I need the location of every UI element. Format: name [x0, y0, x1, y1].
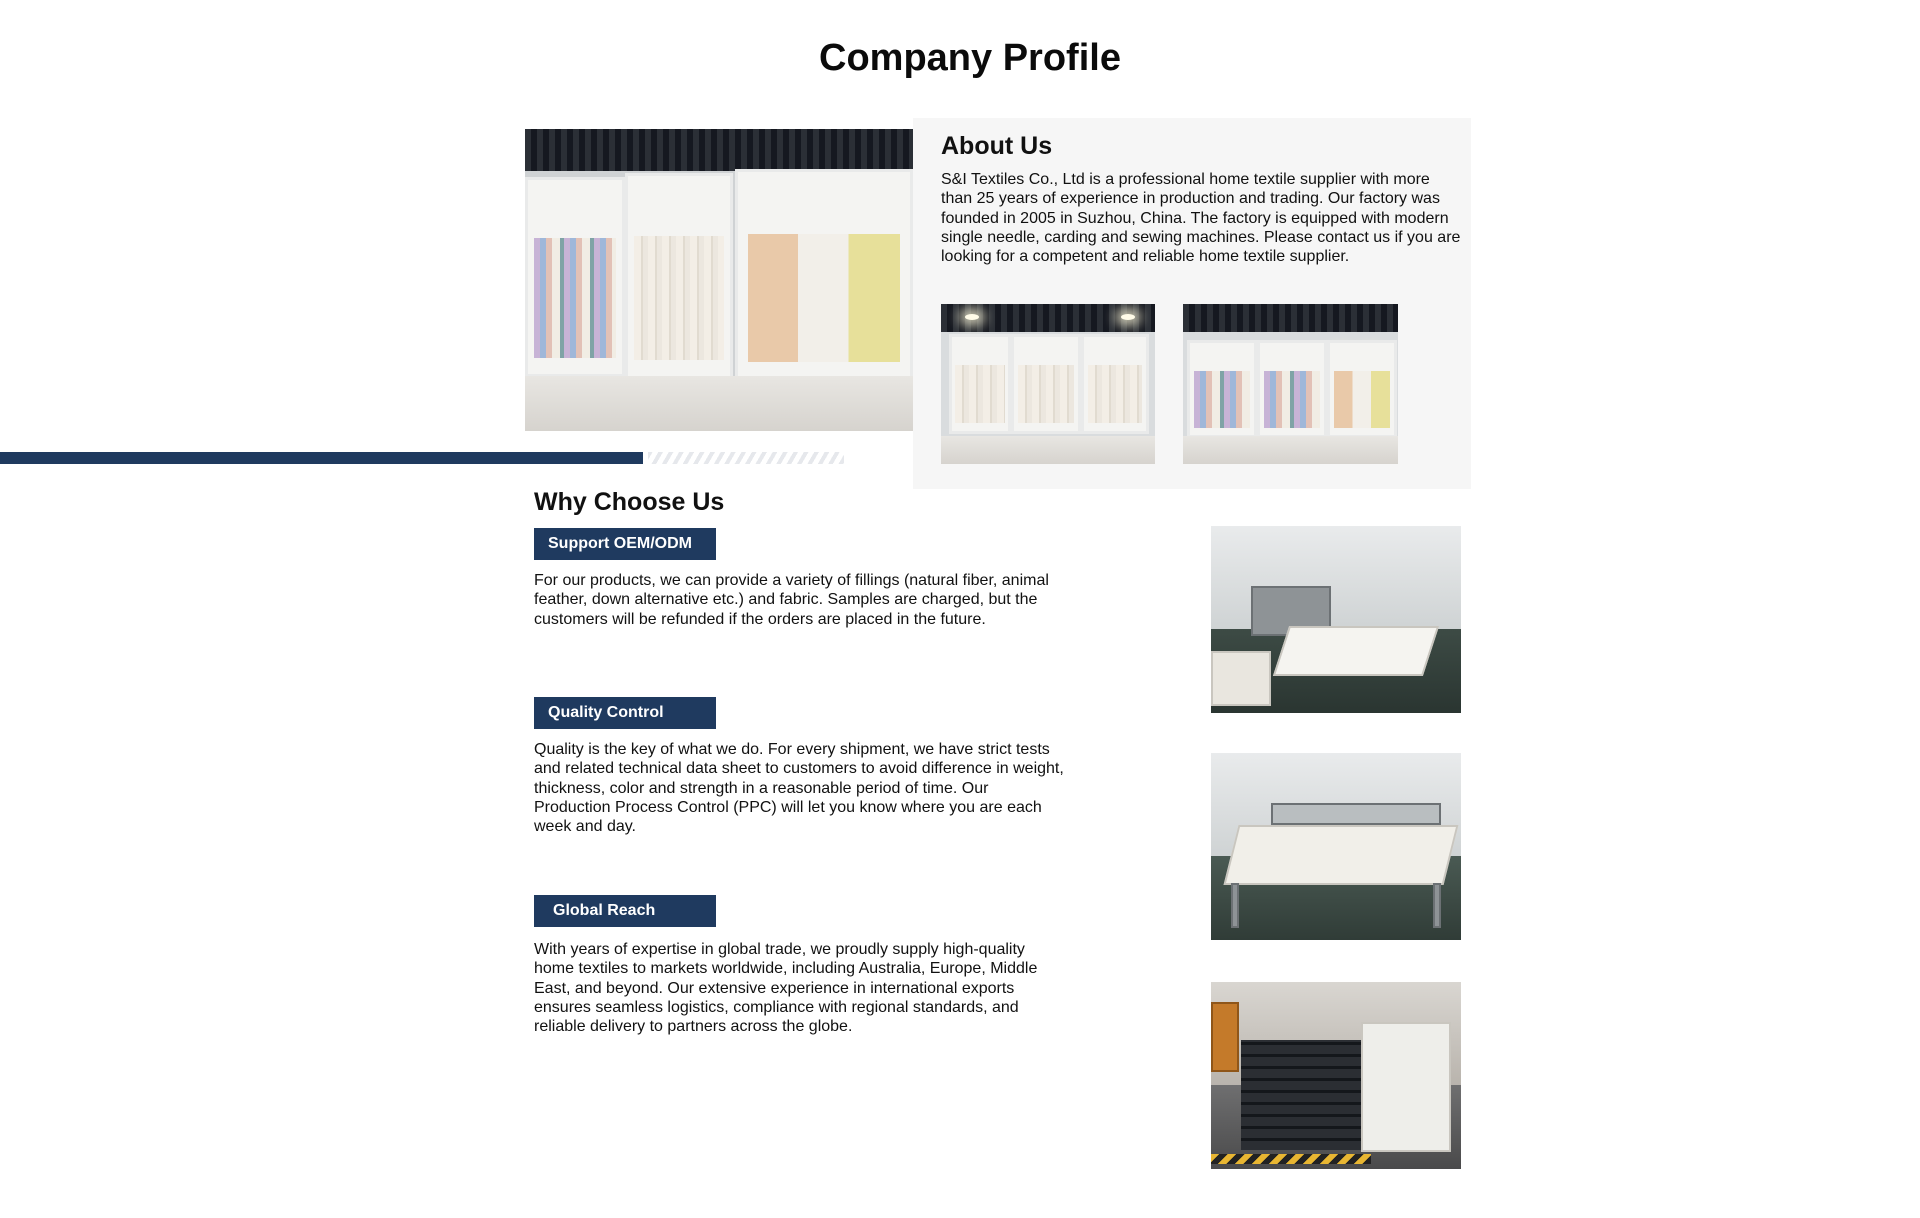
why-choose-us-heading: Why Choose Us — [534, 488, 725, 516]
packed-goods-photo — [1211, 982, 1461, 1169]
page-title: Company Profile — [819, 37, 1121, 79]
feature-text-global-reach: With years of expertise in global trade, we proudly supply high-quality home textiles to markets worldwide, including Australia, Europe, Middle East, and beyond. Our extensive experience in international exports ensures seamless logistics, compliance with regional standards, and reliable delivery to partners across the globe. — [534, 941, 1038, 1036]
showroom-photo — [525, 129, 913, 431]
feature-badge-oem-odm: Support OEM/ODM — [534, 528, 716, 560]
accent-divider-hatch — [648, 452, 844, 464]
factory-workshop-photo — [1211, 526, 1461, 713]
feature-badge-global-reach: Global Reach — [534, 895, 716, 927]
showroom-display-photo — [1183, 304, 1398, 464]
accent-divider-bar — [0, 452, 643, 464]
about-heading: About Us — [941, 132, 1053, 160]
about-section — [913, 118, 1471, 489]
feature-text-oem-odm: For our products, we can provide a variety of fillings (natural fiber, animal feather, down alternative etc.) and fabric. Samples are charged, but the customers will be refunded if the orders are placed in the future. — [534, 572, 1049, 628]
showroom-shelf-photo — [941, 304, 1155, 464]
about-text: S&I Textiles Co., Ltd is a professional home textile supplier with more than 25 years of experience in production and trading. Our factory was founded in 2005 in Suzhou, China. The factory is equipped with modern single needle, carding and sewing machines. Please contact us if you are looking for a competent and reliable home textile supplier. — [941, 171, 1461, 266]
feature-badge-quality-control: Quality Control — [534, 697, 716, 729]
feature-text-quality-control: Quality is the key of what we do. For every shipment, we have strict tests and related technical data sheet to customers to avoid difference in weight, thickness, color and strength in a reasonable period of time. Our Production Process Control (PPC) will let you know where you are each week and day. — [534, 741, 1064, 836]
quilting-machine-photo — [1211, 753, 1461, 940]
